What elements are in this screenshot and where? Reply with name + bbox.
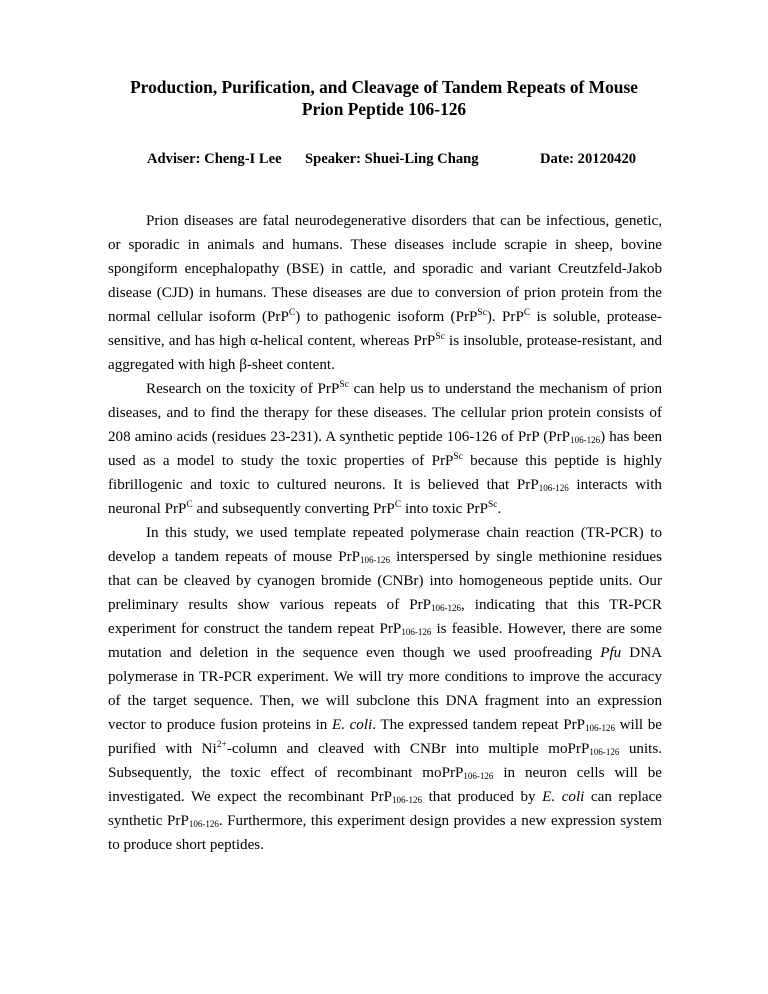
text-run: can replace synthetic PrP xyxy=(108,789,662,829)
text-run: DNA polymerase in TR-PCR experiment. We will try more conditions to improve the accuracy of the target sequence. Then, we will subclone this DNA fragment into an expression vector to produce fusion proteins in xyxy=(108,645,662,733)
subscript: 106-126 xyxy=(570,435,601,445)
superscript: C xyxy=(523,308,531,318)
text-run: . The expressed tandem repeat PrP xyxy=(372,717,586,733)
paragraph-1 xyxy=(108,209,662,377)
italic-term: E. coli xyxy=(542,789,585,805)
subscript: 106-126 xyxy=(360,555,391,565)
date: Date: 20120420 xyxy=(540,151,637,167)
text-run: because this peptide is highly fibrillogenic and toxic to cultured neurons. It is believed that PrP xyxy=(108,453,662,493)
text-run: can help us to understand the mechanism of prion diseases, and to find the therapy for these diseases. The cellular prion protein consists of 208 amino acids (residues 23-231). A synthetic peptide 106-126 of PrP (PrP xyxy=(108,381,662,445)
paragraph-2 xyxy=(108,377,662,521)
superscript: Sc xyxy=(487,500,498,510)
text-run: interspersed by single methionine residues that can be cleaved by cyanogen bromide (CNBr) into homogeneous peptide units. Our preliminary results show various repeats of PrP xyxy=(108,549,662,613)
subscript: 106-126 xyxy=(589,747,620,757)
text-run: is insoluble, protease-resistant, and aggregated with high β-sheet content. xyxy=(108,333,662,373)
superscript: Sc xyxy=(339,380,349,390)
speaker: Speaker: Shuei-Ling Chang xyxy=(305,151,479,167)
subscript: 106-126 xyxy=(188,819,219,829)
subscript: 106-126 xyxy=(538,483,569,493)
subscript: 106-126 xyxy=(401,627,432,637)
text-run: Research on the toxicity of PrP xyxy=(146,381,340,397)
superscript: Sc xyxy=(453,452,463,462)
subscript: 106-126 xyxy=(463,771,494,781)
subscript: 106-126 xyxy=(392,795,423,805)
adviser: Adviser: Cheng-I Lee xyxy=(147,151,282,167)
text-run: . xyxy=(497,501,502,517)
superscript: Sc xyxy=(435,332,445,342)
text-run: ). PrP xyxy=(486,309,524,325)
superscript: C xyxy=(394,500,402,510)
text-run: is soluble, protease-sensitive, and has high α-helical content, whereas PrP xyxy=(108,309,663,349)
superscript: 2+ xyxy=(216,740,227,750)
text-run: , indicating that this TR-PCR experiment for construct the tandem repeat PrP xyxy=(108,597,662,637)
text-run: is feasible. However, there are some mutation and deletion in the sequence even though we used proofreading xyxy=(108,621,662,661)
text-run: into toxic PrP xyxy=(401,501,488,517)
paragraph-3 xyxy=(108,521,662,857)
italic-term: E. coli xyxy=(331,717,373,733)
title-line-1: Production, Purification, and Cleavage of Tandem Repeats of Mouse xyxy=(130,77,638,97)
superscript: C xyxy=(186,500,193,510)
title-line-2: Prion Peptide 106-126 xyxy=(301,99,467,119)
italic-term: Pfu xyxy=(600,645,622,661)
text-run: and subsequently converting PrP xyxy=(192,501,395,517)
superscript: Sc xyxy=(477,308,487,318)
text-run: Prion diseases are fatal neurodegenerative disorders that can be infectious, genetic, or sporadic in animals and humans. These diseases include scrapie in sheep, bovine spongiform encephalopathy (BSE) in cattle, and sporadic and variant Creutzfeld-Jakob disease (CJD) in humans. These diseases are due to conversion of prion protein from the normal cellular isoform (PrP xyxy=(108,213,662,325)
subscript: 106-126 xyxy=(431,603,462,613)
text-run: units. Subsequently, the toxic effect of recombinant moPrP xyxy=(108,741,662,781)
text-run: -column and cleaved with CNBr into multiple moPrP xyxy=(226,741,590,757)
document-title xyxy=(100,76,668,120)
abstract-body xyxy=(108,209,662,857)
subscript: 106-126 xyxy=(585,723,616,733)
text-run: . Furthermore, this experiment design provides a new expression system to produce short peptides. xyxy=(108,813,662,853)
text-run: will be purified with Ni xyxy=(108,717,663,757)
superscript: C xyxy=(288,308,296,318)
text-run: that produced by xyxy=(422,789,543,805)
text-run: ) to pathogenic isoform (PrP xyxy=(295,309,478,325)
text-run: In this study, we used template repeated polymerase chain reaction (TR-PCR) to develop a tandem repeats of mouse PrP xyxy=(108,525,662,565)
text-run: interacts with neuronal PrP xyxy=(108,477,662,517)
text-run: in neuron cells will be investigated. We expect the recombinant PrP xyxy=(108,765,662,805)
text-run: ) has been used as a model to study the toxic properties of PrP xyxy=(108,429,662,469)
